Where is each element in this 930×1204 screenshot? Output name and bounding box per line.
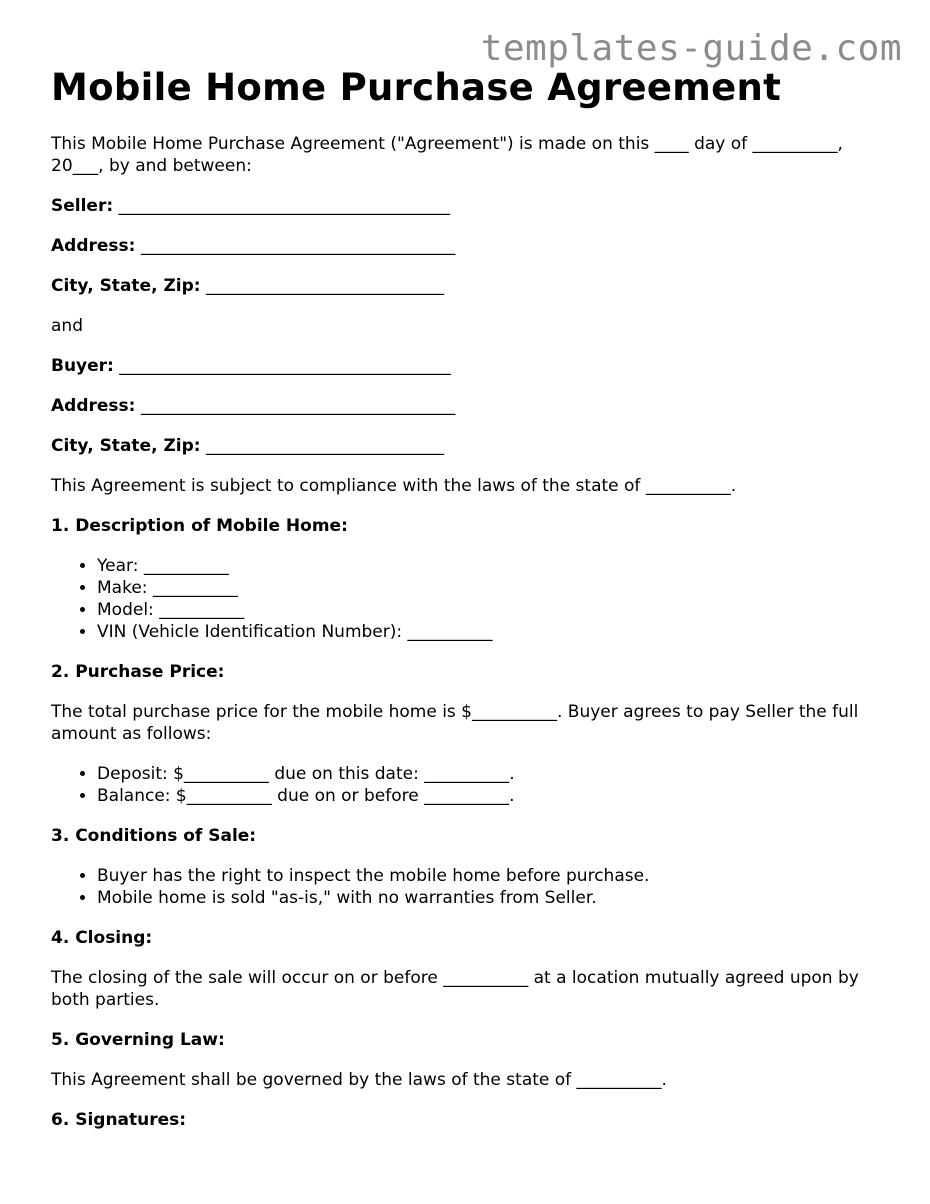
document-page bbox=[51, 64, 871, 1131]
signatures-heading: 6. Signatures: bbox=[51, 1110, 187, 1130]
document-title: Mobile Home Purchase Agreement bbox=[51, 66, 782, 109]
seller-name-line bbox=[51, 195, 871, 217]
law-paragraph: This Agreement shall be governed by the laws of the state of __________. bbox=[51, 1070, 667, 1090]
conditions-list bbox=[51, 865, 871, 909]
price-paragraph: The total purchase price for the mobile home is $__________. Buyer agrees to pay Seller the full amount as follows: bbox=[51, 702, 859, 744]
description-heading: 1. Description of Mobile Home: bbox=[51, 516, 348, 536]
seller-name-blank: _______________________________________ bbox=[118, 196, 451, 216]
price-list bbox=[51, 763, 871, 807]
list-item: • Balance: $__________ due on or before __________. bbox=[97, 785, 871, 807]
list-item: • Year: __________ bbox=[97, 555, 871, 577]
list-item: • Deposit: $__________ due on this date: __________. bbox=[97, 763, 871, 785]
buyer-city-label: City, State, Zip: bbox=[51, 436, 201, 456]
seller-address-label: Address: bbox=[51, 236, 136, 256]
buyer-city-line bbox=[51, 435, 871, 457]
seller-city-line bbox=[51, 275, 871, 297]
conditions-heading: 3. Conditions of Sale: bbox=[51, 826, 257, 846]
compliance-paragraph: This Agreement is subject to compliance with the laws of the state of __________. bbox=[51, 476, 737, 496]
list-item: • Make: __________ bbox=[97, 577, 871, 599]
seller-address-line bbox=[51, 235, 871, 257]
price-heading: 2. Purchase Price: bbox=[51, 662, 225, 682]
buyer-name-line bbox=[51, 355, 871, 377]
buyer-address-blank: _____________________________________ bbox=[140, 396, 456, 416]
closing-paragraph: The closing of the sale will occur on or before __________ at a location mutually agreed upon by both parties. bbox=[51, 968, 859, 1010]
list-item: • Buyer has the right to inspect the mobile home before purchase. bbox=[97, 865, 871, 887]
law-heading: 5. Governing Law: bbox=[51, 1030, 225, 1050]
description-list bbox=[51, 555, 871, 643]
buyer-name-blank: _______________________________________ bbox=[119, 356, 451, 376]
buyer-address-label: Address: bbox=[51, 396, 136, 416]
buyer-label: Buyer: bbox=[51, 356, 114, 376]
buyer-city-blank: ____________________________ bbox=[205, 436, 444, 456]
watermark: templates-guide.com bbox=[480, 28, 902, 69]
intro-paragraph: This Mobile Home Purchase Agreement ("Agreement") is made on this ____ day of __________, 20___, by and between: bbox=[51, 134, 843, 176]
and-text: and bbox=[51, 316, 83, 336]
closing-heading: 4. Closing: bbox=[51, 928, 153, 948]
seller-address-blank: _____________________________________ bbox=[140, 236, 456, 256]
list-item: • Mobile home is sold "as-is," with no warranties from Seller. bbox=[97, 887, 871, 909]
seller-label: Seller: bbox=[51, 196, 114, 216]
seller-city-label: City, State, Zip: bbox=[51, 276, 201, 296]
seller-city-blank: ____________________________ bbox=[205, 276, 444, 296]
list-item: • Model: __________ bbox=[97, 599, 871, 621]
buyer-address-line bbox=[51, 395, 871, 417]
list-item: • VIN (Vehicle Identification Number): __________ bbox=[97, 621, 871, 643]
